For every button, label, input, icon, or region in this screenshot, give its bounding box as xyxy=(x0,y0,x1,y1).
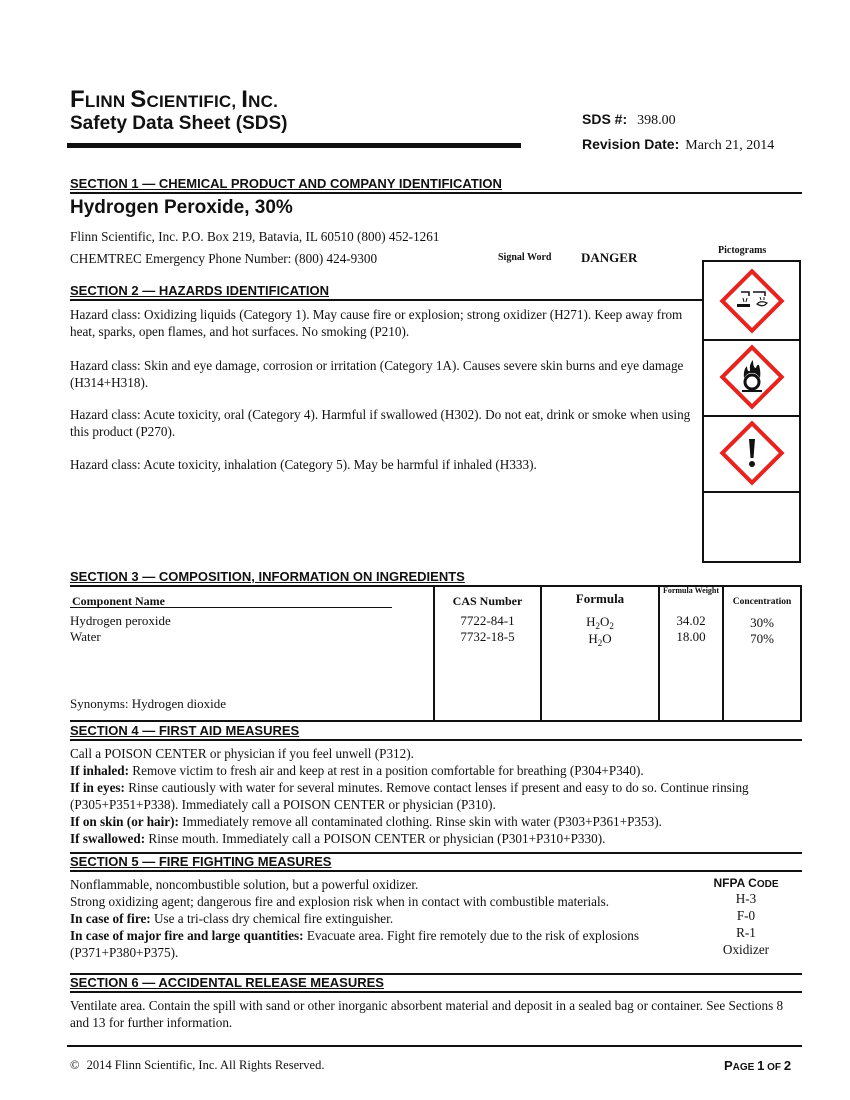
nfpa-reactivity: R-1 xyxy=(736,925,756,940)
revision-date xyxy=(582,136,774,154)
nfpa-code xyxy=(700,876,792,958)
nfpa-health: H-3 xyxy=(735,891,757,906)
hazard-paragraph: Hazard class: Oxidizing liquids (Category 1). May cause fire or explosion; strong oxidizer (H271). Keep away from heat, sparks, open flames, and hot surfaces. No smoking (P210). xyxy=(70,307,683,339)
revision-date-value: March 21, 2014 xyxy=(685,138,775,153)
fire-line: In case of fire: Use a tri-class dry chemical fire extinguisher. xyxy=(70,911,394,926)
sds-number-value: 398.00 xyxy=(637,113,676,128)
first-aid-list xyxy=(70,745,802,847)
signal-word: DANGER xyxy=(581,250,638,265)
concentration: 30% xyxy=(750,615,774,630)
pictograms-box xyxy=(702,260,801,563)
col-header-component: Component Name xyxy=(72,594,165,608)
synonyms: Synonyms: Hydrogen dioxide xyxy=(70,696,226,711)
col-header-cas: CAS Number xyxy=(452,594,523,608)
nfpa-code-heading: NFPA CODE xyxy=(713,876,779,890)
footer-divider xyxy=(67,1045,802,1047)
hazard-paragraph: Hazard class: Acute toxicity, oral (Category 4). Harmful if swallowed (H302). Do not eat, drink or smoke when using this product (P270). xyxy=(70,407,691,439)
formula-weight: 18.00 xyxy=(676,629,706,644)
col-header-formula: Formula xyxy=(575,591,625,606)
section-5-heading: SECTION 5 — FIRE FIGHTING MEASURES xyxy=(70,852,802,872)
fire-line: Nonflammable, noncombustible solution, but a powerful oxidizer. xyxy=(70,877,419,892)
nfpa-special: Oxidizer xyxy=(722,942,770,957)
exclamation-mark-icon xyxy=(719,420,785,486)
pictograms-label: Pictograms xyxy=(718,245,767,256)
nfpa-fire: F-0 xyxy=(736,908,756,923)
header-divider xyxy=(67,143,521,148)
first-aid-general: Call a POISON CENTER or physician if you feel unwell (P312). xyxy=(70,746,414,761)
copyright: © 2014 Flinn Scientific, Inc. All Rights Reserved. xyxy=(70,1058,325,1072)
formula-weight: 34.02 xyxy=(676,613,706,628)
component-name: Water xyxy=(70,629,101,644)
sheet-title: Safety Data Sheet (SDS) xyxy=(70,113,288,134)
company-address: Flinn Scientific, Inc. P.O. Box 219, Batavia, IL 60510 (800) 452-1261 xyxy=(70,229,440,244)
first-aid-item: If inhaled: Remove victim to fresh air and keep at rest in a position comfortable for breathing (P304+P340). xyxy=(70,763,644,778)
sds-number-label: SDS #: xyxy=(582,111,628,127)
fire-line: In case of major fire and large quantities: Evacuate area. Fight fire remotely due to the risk of explosions xyxy=(70,928,640,943)
col-header-weight: Formula Weight xyxy=(662,586,720,595)
col-header-concentration: Concentration xyxy=(732,597,792,607)
revision-date-label: Revision Date: xyxy=(582,136,680,152)
pictogram-cell xyxy=(704,415,799,493)
product-name: Hydrogen Peroxide, 30% xyxy=(70,197,293,218)
first-aid-item: If swallowed: Rinse mouth. Immediately call a POISON CENTER or physician (P301+P310+P330). xyxy=(70,831,606,846)
formula: $H_2O_2$ xyxy=(586,614,614,631)
company-name: FLINN SCIENTIFIC, INC. xyxy=(70,86,279,113)
section-2-heading: SECTION 2 — HAZARDS IDENTIFICATION xyxy=(70,283,702,301)
component-name: Hydrogen peroxide xyxy=(70,613,171,628)
first-aid-item: If on skin (or hair): Immediately remove all contaminated clothing. Rinse skin with water (P303+P361+P353). xyxy=(70,814,662,829)
fire-fighting-text xyxy=(70,876,690,961)
cas-number: 7732-18-5 xyxy=(460,629,515,644)
table-bottom-rule xyxy=(70,720,802,722)
hazard-paragraph: Hazard class: Acute toxicity, inhalation (Category 5). May be harmful if inhaled (H333). xyxy=(70,457,537,472)
hazard-paragraph: Hazard class: Skin and eye damage, corrosion or irritation (Category 1A). Causes severe skin burns and eye damage (H314+H318). xyxy=(70,358,684,390)
page-number: PAGE 1 OF 2 xyxy=(724,1058,792,1073)
signal-word-label: Signal Word xyxy=(498,252,552,263)
pictogram-cell xyxy=(704,262,799,341)
release-measures-text: Ventilate area. Contain the spill with sand or other inorganic absorbent material and deposit in a sealed bag or container. See Sections 8 and 13 for further information. xyxy=(70,998,784,1030)
column-divider xyxy=(658,585,660,721)
fire-line: (P371+P380+P375). xyxy=(70,945,179,960)
formula: $H_2O$ xyxy=(588,631,612,648)
pictogram-cell-empty xyxy=(704,491,799,561)
section-6-heading: SECTION 6 — ACCIDENTAL RELEASE MEASURES xyxy=(70,973,802,993)
copyright-icon: © xyxy=(70,1058,80,1072)
concentration: 70% xyxy=(750,631,774,646)
flame-over-circle-icon xyxy=(719,344,785,410)
section-4-heading: SECTION 4 — FIRST AID MEASURES xyxy=(70,723,802,741)
section-1-heading: SECTION 1 — CHEMICAL PRODUCT AND COMPANY IDENTIFICATION xyxy=(70,176,802,194)
corrosion-icon xyxy=(719,268,785,334)
pictogram-cell xyxy=(704,339,799,417)
sds-number xyxy=(582,111,676,129)
first-aid-item: If in eyes: Rinse cautiously with water for several minutes. Remove contact lenses if present and easy to do so. Continue rinsing (P305+P351+P338). Immediately call a POISON CENTER or physician (P310). xyxy=(70,780,749,812)
column-divider xyxy=(800,585,802,721)
section-3-heading: SECTION 3 — COMPOSITION, INFORMATION ON INGREDIENTS xyxy=(70,569,802,587)
fire-line: Strong oxidizing agent; dangerous fire and explosion risk when in contact with combustible materials. xyxy=(70,894,610,909)
emergency-phone: CHEMTREC Emergency Phone Number: (800) 424-9300 xyxy=(70,251,378,266)
cas-number: 7722-84-1 xyxy=(460,613,515,628)
